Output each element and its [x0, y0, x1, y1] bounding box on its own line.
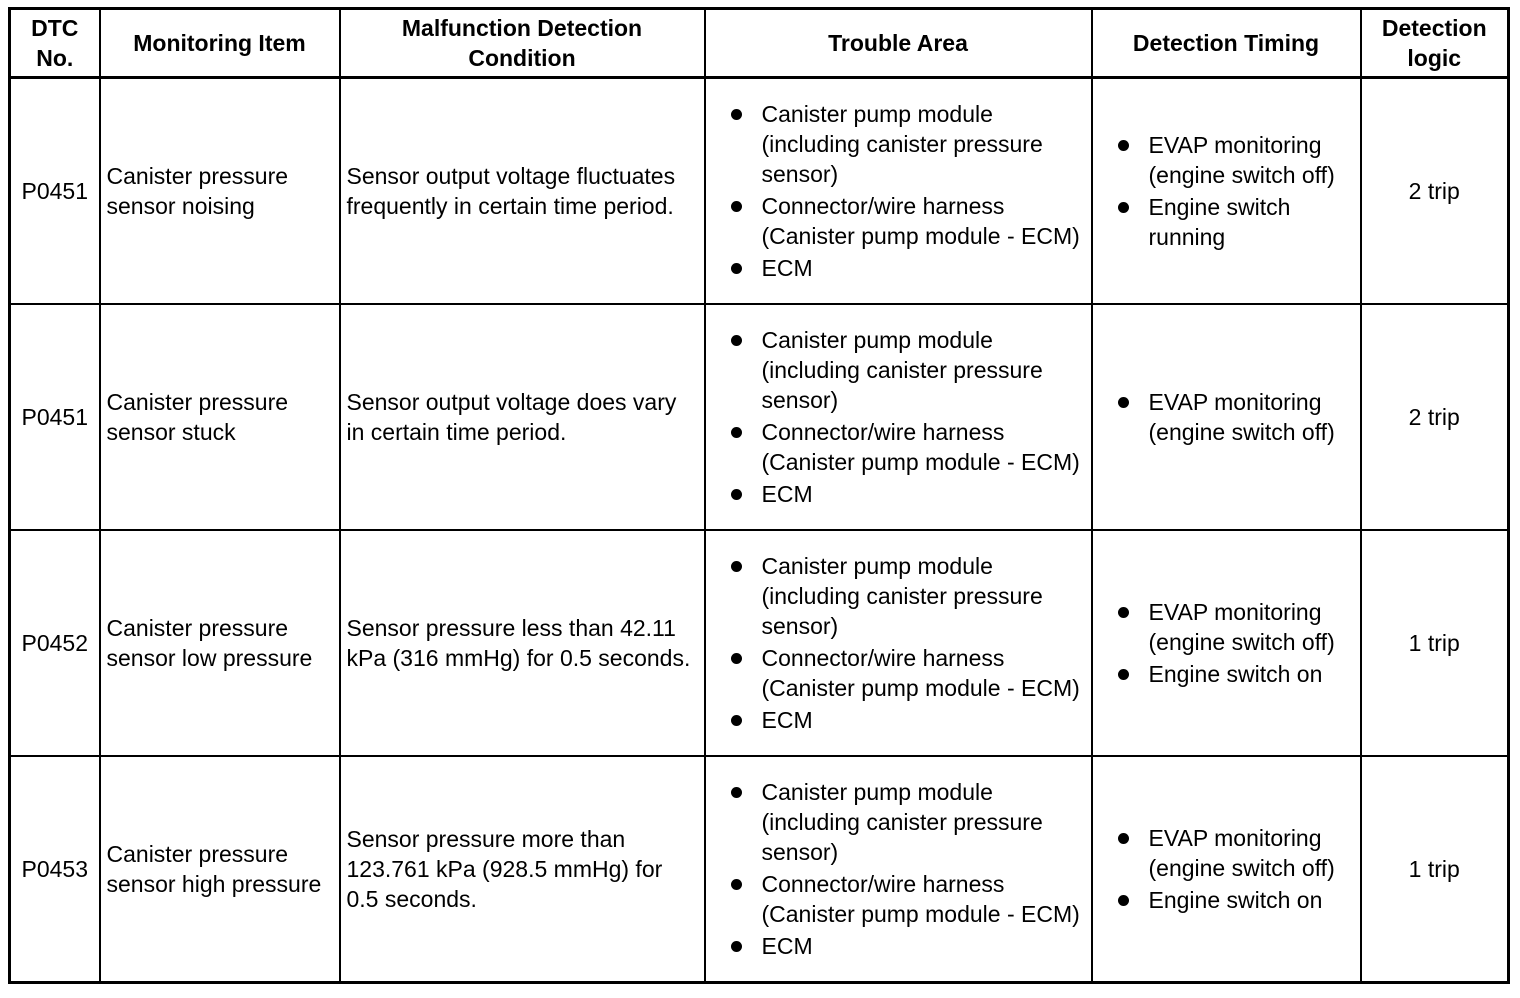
- header-row: [10, 9, 1509, 78]
- detection-timing: [1092, 530, 1361, 756]
- dtc-table: [8, 7, 1510, 984]
- detection-timing-list: [1101, 597, 1356, 689]
- trouble-area-list: [714, 99, 1083, 283]
- trouble-area-list: [714, 325, 1083, 509]
- trouble-area-item: ECM: [714, 479, 1083, 509]
- trouble-area: [705, 304, 1092, 530]
- detection-timing-item: EVAP monitoring (engine switch off): [1101, 823, 1356, 883]
- detection-logic: 1 trip: [1361, 530, 1509, 756]
- table-row: [10, 304, 1509, 530]
- detection-timing-item: Engine switch running: [1101, 192, 1356, 252]
- malfunction-condition: Sensor pressure more than 123.761 kPa (928.5 mmHg) for 0.5 seconds.: [340, 756, 705, 983]
- malfunction-condition: Sensor output voltage fluctuates frequently in certain time period.: [340, 78, 705, 305]
- dtc-code: P0451: [10, 78, 100, 305]
- trouble-area-item: Canister pump module (including canister pressure sensor): [714, 99, 1083, 189]
- detection-timing-list: [1101, 130, 1356, 252]
- trouble-area-item: Canister pump module (including canister pressure sensor): [714, 777, 1083, 867]
- detection-timing-item: EVAP monitoring (engine switch off): [1101, 597, 1356, 657]
- trouble-area-item: Connector/wire harness (Canister pump module - ECM): [714, 191, 1083, 251]
- detection-timing-item: Engine switch on: [1101, 885, 1356, 915]
- detection-timing-list: [1101, 387, 1356, 447]
- trouble-area-list: [714, 551, 1083, 735]
- header-detection-timing: Detection Timing: [1092, 9, 1361, 78]
- trouble-area-item: Connector/wire harness (Canister pump module - ECM): [714, 643, 1083, 703]
- malfunction-condition: Sensor output voltage does vary in certain time period.: [340, 304, 705, 530]
- table-row: [10, 530, 1509, 756]
- monitoring-item: Canister pressure sensor stuck: [100, 304, 340, 530]
- trouble-area-item: Connector/wire harness (Canister pump module - ECM): [714, 869, 1083, 929]
- table-body: [10, 78, 1509, 983]
- table-row: [10, 78, 1509, 305]
- trouble-area-item: ECM: [714, 253, 1083, 283]
- detection-timing: [1092, 304, 1361, 530]
- table-row: [10, 756, 1509, 983]
- malfunction-condition: Sensor pressure less than 42.11 kPa (316 mmHg) for 0.5 seconds.: [340, 530, 705, 756]
- trouble-area-item: Connector/wire harness (Canister pump module - ECM): [714, 417, 1083, 477]
- trouble-area-item: ECM: [714, 705, 1083, 735]
- detection-timing-item: Engine switch on: [1101, 659, 1356, 689]
- monitoring-item: Canister pressure sensor low pressure: [100, 530, 340, 756]
- trouble-area-item: Canister pump module (including canister pressure sensor): [714, 551, 1083, 641]
- monitoring-item: Canister pressure sensor noising: [100, 78, 340, 305]
- header-detection-logic: Detection logic: [1361, 9, 1509, 78]
- detection-timing: [1092, 78, 1361, 305]
- header-malfunction-condition: Malfunction Detection Condition: [340, 9, 705, 78]
- detection-timing-list: [1101, 823, 1356, 915]
- trouble-area: [705, 78, 1092, 305]
- dtc-code: P0453: [10, 756, 100, 983]
- dtc-code: P0452: [10, 530, 100, 756]
- detection-timing-item: EVAP monitoring (engine switch off): [1101, 130, 1356, 190]
- detection-timing-item: EVAP monitoring (engine switch off): [1101, 387, 1356, 447]
- trouble-area: [705, 756, 1092, 983]
- header-monitoring-item: Monitoring Item: [100, 9, 340, 78]
- detection-logic: 1 trip: [1361, 756, 1509, 983]
- dtc-code: P0451: [10, 304, 100, 530]
- header-dtc-no: DTC No.: [10, 9, 100, 78]
- monitoring-item: Canister pressure sensor high pressure: [100, 756, 340, 983]
- trouble-area-item: ECM: [714, 931, 1083, 961]
- detection-timing: [1092, 756, 1361, 983]
- trouble-area-list: [714, 777, 1083, 961]
- trouble-area: [705, 530, 1092, 756]
- header-trouble-area: Trouble Area: [705, 9, 1092, 78]
- trouble-area-item: Canister pump module (including canister pressure sensor): [714, 325, 1083, 415]
- detection-logic: 2 trip: [1361, 78, 1509, 305]
- detection-logic: 2 trip: [1361, 304, 1509, 530]
